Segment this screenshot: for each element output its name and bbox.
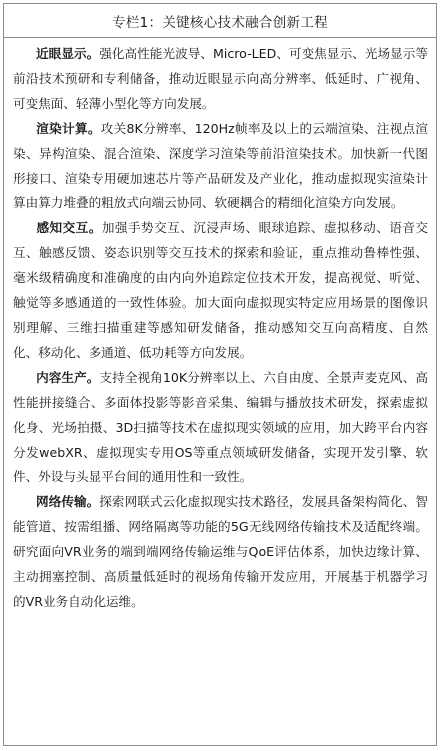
- section-title: 内容生产。: [36, 369, 100, 385]
- special-column-box: [3, 3, 437, 746]
- section-title: 感知交互。: [36, 220, 102, 236]
- section-network-transmission: [13, 490, 428, 615]
- section-body: 加强手势交互、沉浸声场、眼球追踪、虚拟移动、语音交互、触感反馈、姿态识别等交互技术的探索和验证，重点推动鲁棒性强、毫米级精确度和准确度的由内向外追踪定位技术开发，提高视觉、听觉、触觉等多感通道的一致性体验。加大面向虚拟现实特定应用场景的图像识别理解、三维扫描重建等感知研发储备，推动感知交互向高精度、自然化、移动化、多通道、低功耗等方向发展。: [13, 220, 429, 360]
- section-body: 探索网联式云化虚拟现实技术路径，发展具备架构简化、智能管道、按需组播、网络隔离等功能的5G无线网络传输技术及适配终端。研究面向VR业务的端到端网络传输运维与QoE评估体系，加快边缘计算、主动拥塞控制、高质量低延时的视场角传输开发应用，开展基于机器学习的VR业务自动化运维。: [13, 494, 429, 609]
- section-body: 强化高性能光波导、Micro-LED、可变焦显示、光场显示等前沿技术预研和专利储备，推动近眼显示向高分辨率、低延时、广视角、可变焦面、轻薄小型化等方向发展。: [13, 46, 428, 111]
- section-content-production: [13, 366, 428, 491]
- section-body: 支持全视角10K分辨率以上、六自由度、全景声麦克风、高性能拼接缝合、多面体投影等影音采集、编辑与播放技术研发，探索虚拟化身、光场拍摄、3D扫描等技术在虚拟现实领域的应用，加大跨平台内容分发webXR、虚拟现实专用OS等重点领域研发储备，实现开发引擎、软件、外设与头显平台间的通用性和一致性。: [13, 369, 428, 485]
- section-title: 网络传输。: [36, 494, 100, 510]
- section-title: 近眼显示。: [36, 46, 100, 61]
- section-rendering-computing: [13, 117, 428, 217]
- column-content: [4, 38, 436, 615]
- section-near-eye-display: [13, 42, 428, 117]
- section-perception-interaction: [13, 216, 428, 365]
- section-body: 攻关8K分辨率、120Hz帧率及以上的云端渲染、注视点渲染、异构渲染、混合渲染、深度学习渲染等前沿渲染技术。加快新一代图形接口、渲染专用硬加速芯片等产品研发及产业化，推动虚拟现实渲染计算由算力堆叠的粗放式向端云协同、软硬耦合的精细化渲染方向发展。: [13, 120, 429, 211]
- column-title: 专栏1：关键核心技术融合创新工程: [4, 4, 436, 38]
- section-title: 渲染计算。: [36, 120, 101, 136]
